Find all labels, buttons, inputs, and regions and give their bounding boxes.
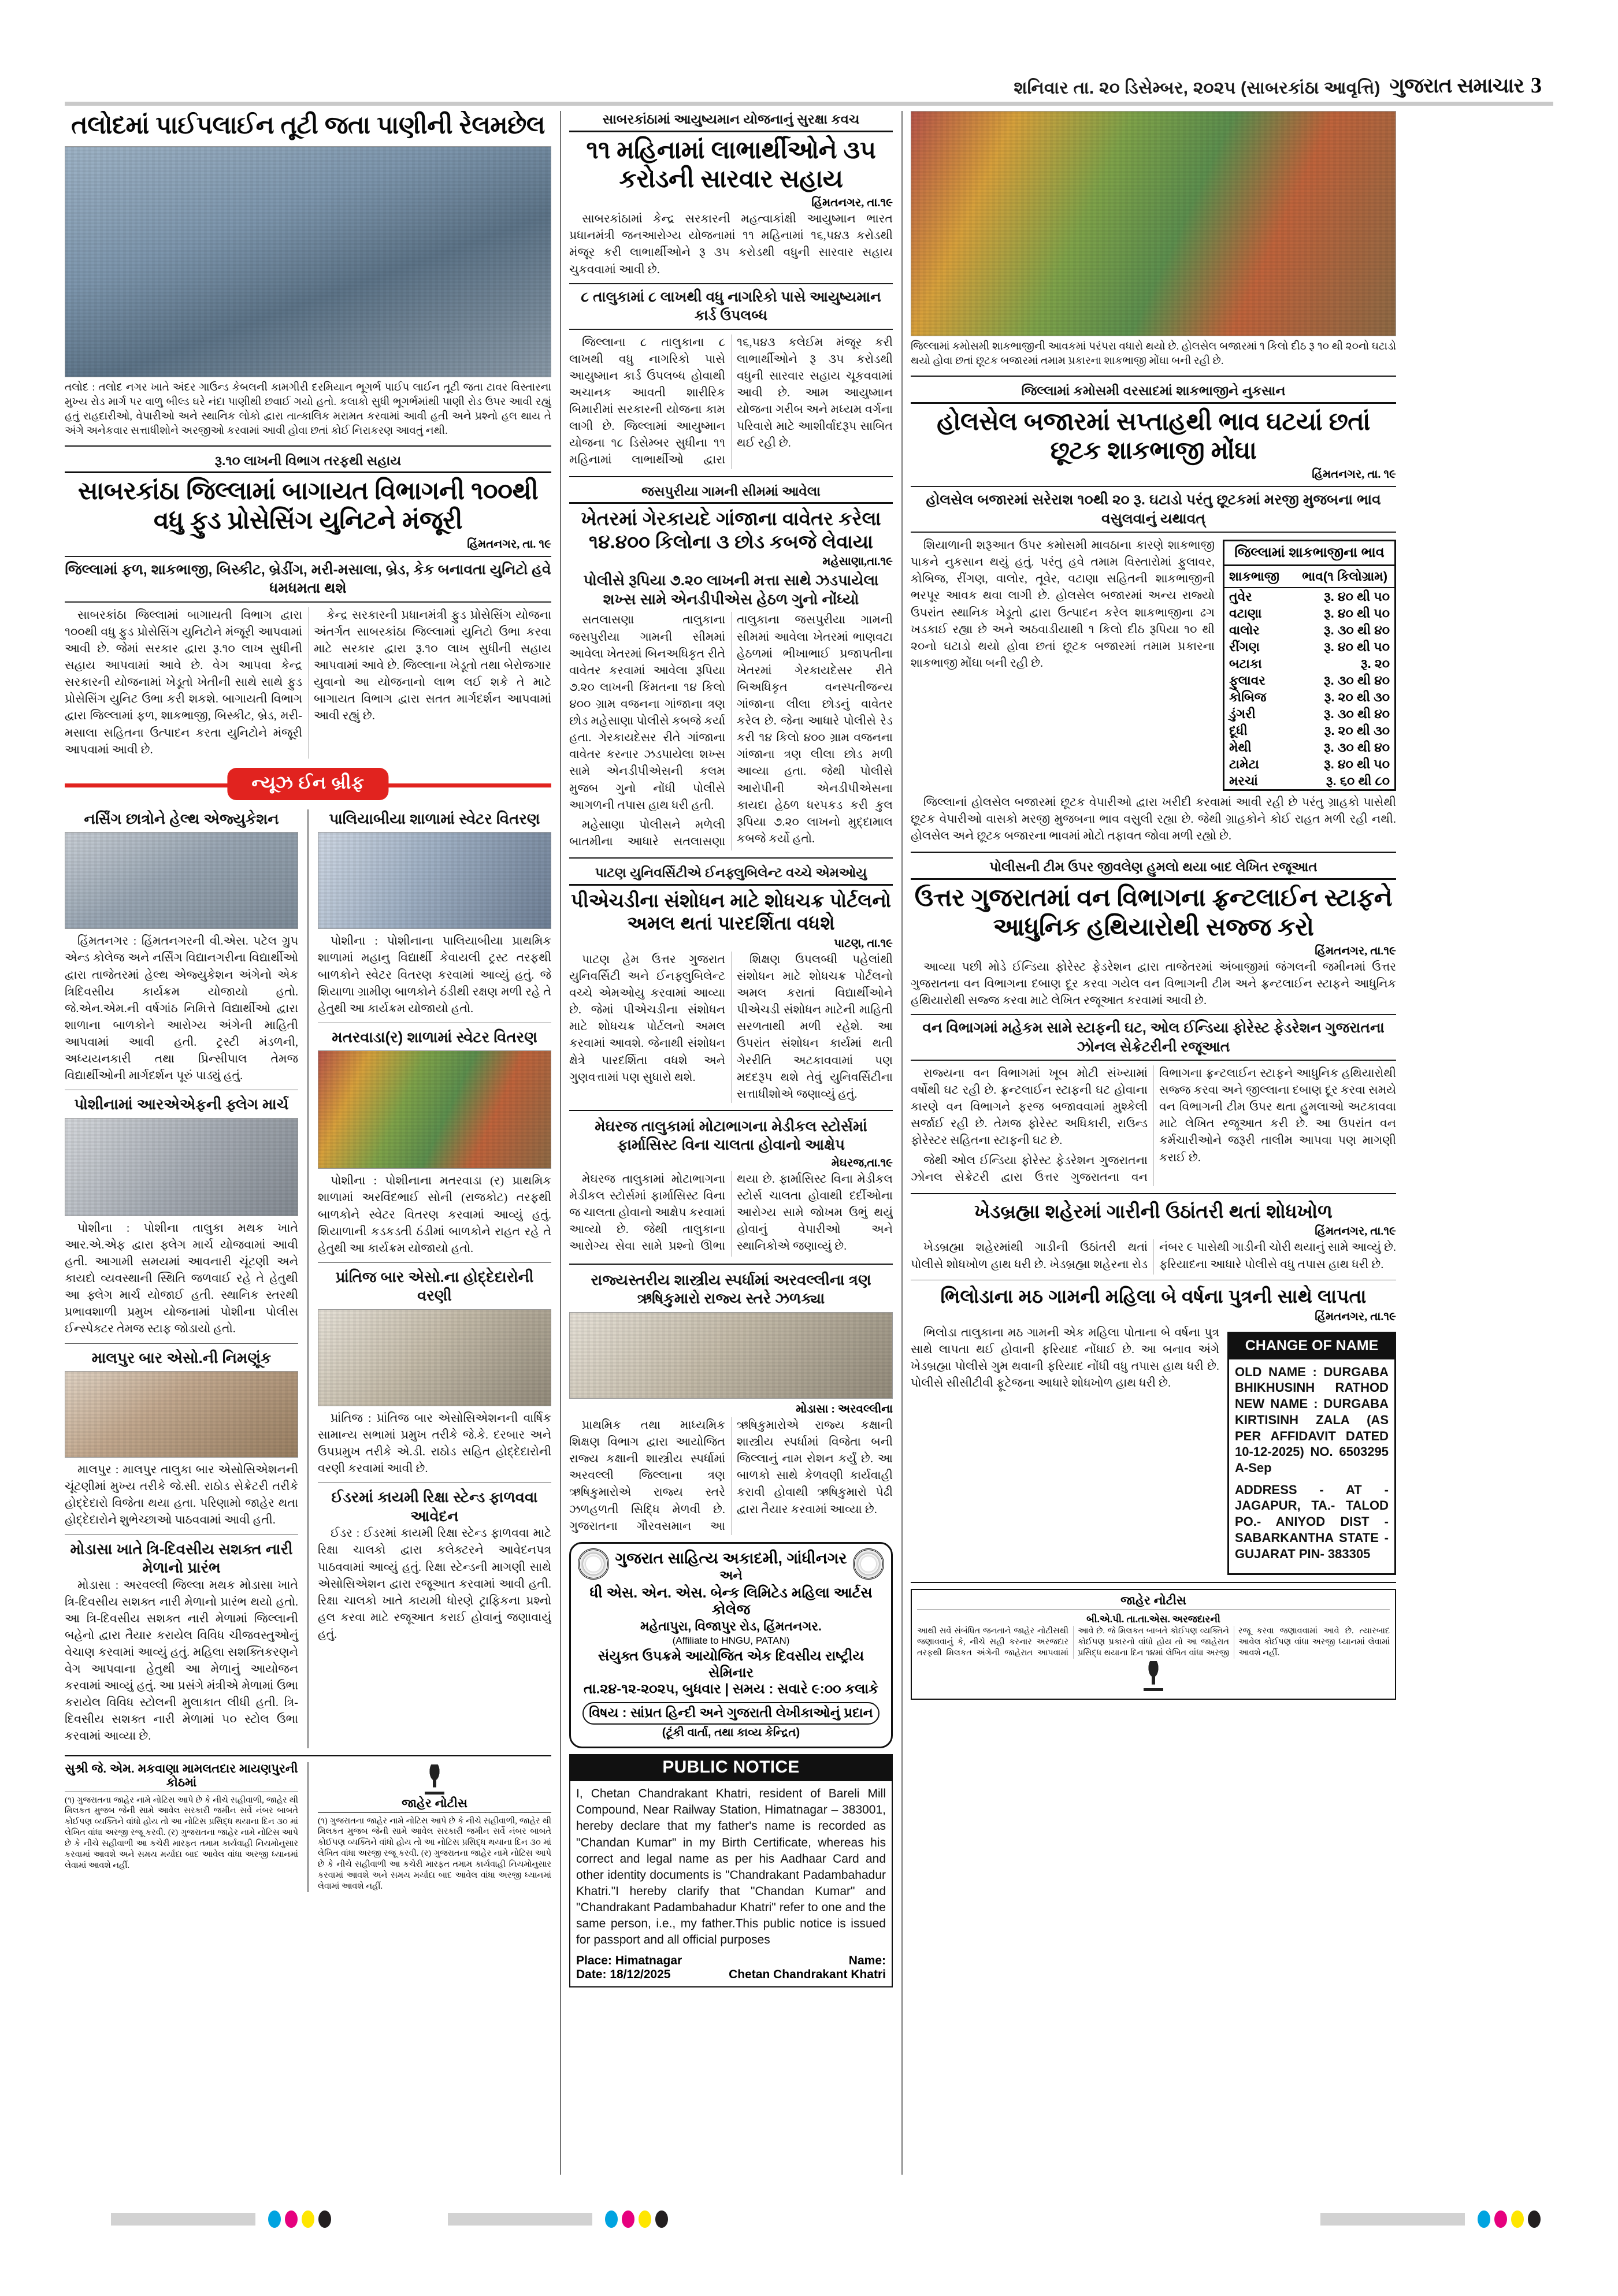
paragraph: જિલ્લાના ૮ તાલુકાના ૮ લાખથી વધુ નાગરિકો પાસે આયુષ્માન કાર્ડ ઉપલબ્ધ હોવાથી અચાનક આવતી શારીરિક બિમારીમાં સરકારની યોજના કામ લાગી છે. જિલ્લામાં આયુષ્માન યોજના ૧૮ ડિસેમ્બર સુધીના ૧૧ મહિનામાં લાભાર્થીઓ દ્વારા ૧૬,૫૪૩ કલેઈમ મંજૂર કરી લાભાર્થીઓને રૂ ૩૫ કરોડથી વધુની સારવાર સહાય ચૂકવવામાં આવી છે. આમ આયુષ્માન યોજના ગરીબ અને મધ્યમ વર્ગના પરિવારો માટે આશીર્વાદરૂપ સાબિત થઈ રહી છે.	[569, 336, 893, 467]
price-table-row	[1224, 655, 1394, 672]
notice-place: Place: Himatnagar	[576, 1954, 682, 1968]
change-of-name-address: ADDRESS - AT - JAGAPUR, TA.- TALOD PO.- ANIYOD DIST - SABARKANTHA STATE - GUJARAT PIN- 383305	[1235, 1482, 1389, 1561]
brief-title: મતરવાડા(ર) શાળામાં સ્વેટર વિતરણ	[332, 1028, 537, 1046]
right-story1-headline: હોલસેલ બજારમાં સપ્તાહથી ભાવ ઘટયાં છતાં છૂટક શાકભાજી મોંઘા	[937, 407, 1370, 465]
center-story2-body	[569, 612, 893, 850]
grey-tone-patch	[448, 2213, 592, 2226]
center-column	[569, 111, 893, 2175]
legal-notice-left	[65, 1762, 298, 1892]
briefs-col-left	[65, 809, 298, 1748]
price-item-value: રૂ. ૩૦ થી ૪૦	[1323, 622, 1390, 637]
right-story2-body	[911, 1065, 1396, 1186]
price-table-row	[1224, 672, 1394, 689]
cmyk-dots-group	[605, 2210, 668, 2228]
price-item-value: રૂ. ૪૦ થી ૫૦	[1324, 639, 1390, 654]
price-table-row	[1224, 756, 1394, 772]
price-table-row	[1224, 705, 1394, 722]
paragraph: પોશીના : પોશીના તાલુકા મથક ખાતે આર.એ.એફ દ્વારા ફ્લેગ માર્ચ યોજવામાં આવી હતી. આગામી સમયમાં આવનારી ચૂંટણી અને કાયદો વ્યવસ્થાની સ્થિતિ જળવાઈ રહે તે હેતુથી આ ફ્લેગ માર્ચ યોજાઈ હતી. સ્થાનિક સ્તરથી પ્રભાવશાળી પ્રમુખ યોજનામાં પોશીના પોલીસ ઈન્સ્પેક્ટર તેમજ સ્ટાફ જોડાયો હતો.	[65, 1221, 298, 1336]
price-item-name: ડુંગરી	[1229, 706, 1256, 721]
change-of-name-title: CHANGE OF NAME	[1229, 1333, 1394, 1359]
right-story2-lead	[911, 959, 1396, 1009]
price-item-name: રીંગણ	[1229, 639, 1260, 654]
left-story2-body	[65, 607, 551, 759]
brief-divider	[307, 809, 309, 1748]
left-story2-dateline: હિંમતનગર, તા. ૧૯	[467, 537, 551, 551]
ad-datetime: તા.૨૪-૧૨-૨૦૨૫, બુધવાર | સમય : સવારે ૯:૦૦ કલાકે	[583, 1681, 879, 1697]
column-header-price: ભાવ(૧ કિલોગ્રામ)	[1302, 569, 1388, 584]
center-story1-deck: ૮ તાલુકામાં ૮ લાખથી વધુ નાગરિકો પાસે આયુષ્યમાન કાર્ડ ઉપલબ્ધ	[569, 283, 893, 330]
brief-text	[65, 1462, 298, 1529]
notice-subtitle: બી.એ.પી. તા.તા.એસ. અરજદારની	[1086, 1614, 1220, 1625]
brief-title: મોડાસા ખાતે ત્રિ-દિવસીય સશક્ત નારી મેળાનો પ્રારંભ	[70, 1540, 293, 1576]
photo-prantij-bar-assoc	[318, 1309, 551, 1406]
header-rule	[65, 102, 1553, 106]
paragraph: ઈડર : ઈડરમાં કાયમી રિક્ષા સ્ટેન્ડ ફાળવવા માટે રિક્ષા ચાલકો દ્વારા કલેક્ટરને આવેદનપત્ર પાઠવવામાં આવ્યું હતું. રિક્ષા સ્ટેન્ડની માગણી સાથે એસોસિએશન દ્વારા રજૂઆત કરવામાં આવી હતી. રિક્ષા ચાલકો ખાતે કાયમી ધોરણે ટ્રાફિકના પ્રશ્નો હલ કરવા માટે રજૂઆત કરાઈ હોવાનું જણાવાયું હતું.	[318, 1527, 551, 1641]
price-item-value: રૂ. ૪૦ થી ૫૦	[1324, 605, 1390, 621]
price-table-title: જિલ્લામાં શાકભાજીના ભાવ	[1224, 541, 1394, 566]
right-story1-dateline: હિંમતનગર, તા. ૧૯	[1312, 468, 1396, 481]
center-story2-dateline: મહેસાણા,તા.૧૯	[822, 555, 893, 569]
photo-nursing-students	[65, 832, 298, 929]
notice-divider	[307, 1762, 309, 1892]
cmyk-dot	[605, 2210, 618, 2228]
paragraph: પ્રાથમિક તથા માધ્યમિક શિક્ષણ વિભાગ દ્વારા આયોજિત રાજ્ય કક્ષાની શાસ્ત્રીય સ્પર્ધામાં અરવલ્લી જિલ્લાના ત્રણ ઋષિકુમારોએ રાજ્ય સ્તરે ઝળહળતી સિદ્ધિ મેળવી છે. ગુજરાતના ગૌરવસમાન આ ઋષિકુમારોએ રાજ્ય કક્ષાની શાસ્ત્રીય સ્પર્ધામાં વિજેતા બની જિલ્લાનું નામ રોશન કર્યું છે. આ બાળકો સાથે કેળવણી કાર્યવાહી કરાવી હોવાથી ઋષિકુમારો પેઢી દ્વારા તૈયાર કરવામાં આવ્યા છે.	[569, 1418, 893, 1533]
paragraph: કેન્દ્ર સરકારની પ્રધાનમંત્રી ફુડ પ્રોસેસિંગ યોજના અંતર્ગત સાબરકાંઠા જિલ્લામાં યુનિટો ઉભા કરવા માટે સરકાર દ્વારા રૂ.૧૦ લાખ સુધીની સહાય આપવામાં આવે છે. જિલ્લાના ખેડૂતો તથા બેરોજગાર યુવાનો આ યોજનાનો લાભ લઈ શકે તે માટે બાગાયત વિભાગ દ્વારા સતત માર્ગદર્શન આપવામાં આવી રહ્યું છે.	[314, 608, 551, 723]
price-table-row	[1224, 689, 1394, 705]
center-story2-kicker: જસપુરીયા ગામની સીમમાં આવેલા	[569, 483, 893, 504]
cmyk-dot	[1511, 2210, 1524, 2228]
cmyk-dot	[1528, 2210, 1541, 2228]
price-item-name: કોબિજ	[1229, 689, 1267, 704]
price-item-value: રૂ. ૩૦ થી ૪૦	[1323, 673, 1390, 688]
right-story1-deck: હોલસેલ બજારમાં સરેરાશ ૧૦થી ૨૦ રૂ. ઘટાડો પરંતુ છૂટકમાં મરજી મુજબના ભાવ વસુલવાનું યથાવત્	[911, 486, 1396, 533]
paragraph: પોશીના : પોશીનાના પાલિયાબીયા પ્રાથમિક શાળામાં મહાનુ વિદ્યાર્થી કેવાયલી ટ્રસ્ટ તરફથી બાળકોને સ્વેટર વિતરણ કરવામાં આવ્યું હતું. જે શિયાળા ગ્રામીણ બાળકોને ઠંડીથી રક્ષણ મળી રહે તે હેતુથી આ કાર્યક્રમ યોજાયો હતો.	[318, 935, 551, 1015]
public-notice-signature	[570, 1953, 892, 1986]
center-story3-headline: પીએચડીના સંશોધન માટે શોધચક્ર પોર્ટલનો અમલ થતાં પારદર્શિતા વધશે	[570, 889, 892, 934]
right-story2-headline: ઉત્તર ગુજરાતમાં વન વિભાગના ફ્રન્ટલાઈન સ્ટાફને આધુનિક હથિયારોથી સજ્જ કરો	[914, 884, 1393, 941]
center-story4-dateline: મેઘરજ,તા.૧૯	[831, 1156, 893, 1169]
notice-text: (૧) ગુજરાતના જાહેર નામે નોટિસ આપે છે કે નીચે સહીવાળી, જાહેર થી મિલકત મુજબ જેની સામે આવેલ સરકારી જમીન સર્વે નંબર બાબતે કોઈપણ વ્યક્તિને વાંધો હોય તો આ નોટિસ પ્રસિદ્ધ થયાના દિન ૩૦ માં લેખિત વાંધા અરજી રજૂ કરવી. (ર) ગુજરાતના જાહેર નામે નોટિસ આપે છે કે નીચે સહીવાળી આ કચેરી મારફત તમામ કાર્યવાહી નિયમોનુસાર કરવામાં આવશે અને સમય મર્યાદા બાદ આવેલ વાંધા અરજી ધ્યાનમાં લેવામાં આવશે નહીં.	[65, 1795, 298, 1870]
center-story4-kicker: મેઘરજ તાલુકામાં મોટાભાગના મેડીકલ સ્ટોર્સમાં ફાર્માસિસ્ટ વિના ચાલતા હોવાનો આક્ષેપ	[595, 1117, 867, 1154]
paragraph: માલપુર : માલપુર તાલુકા બાર એસોસિએશનની ચૂંટણીમાં મુખ્ય તરીકે જે.સી. રાઠોડ સેક્રેટરી તરીકે હોદ્દેદારો વિજેતા થયા હતા. પરિણામો જાહેર થતા હોદ્દેદારોને શુભેચ્છાઓ પાઠવવામાં આવી હતી.	[65, 1463, 298, 1527]
photo-matarvada-sweater	[318, 1050, 551, 1169]
column-divider-1	[560, 111, 561, 2175]
price-item-value: રૂ. ૩૦ થી ૪૦	[1323, 706, 1390, 721]
price-item-name: મરચાં	[1229, 773, 1258, 788]
change-of-name-box	[1227, 1332, 1396, 1576]
public-notice-box	[569, 1754, 893, 1987]
notice-title: જાહેર નોટીસ	[318, 1797, 551, 1813]
brief-text	[65, 933, 298, 1084]
cmyk-dot	[655, 2210, 668, 2228]
price-table-row	[1224, 588, 1394, 605]
right-story1-body3	[911, 794, 1396, 845]
ad-line-1: ગુજરાત સાહિત્ય અકાદમી, ગાંધીનગર	[615, 1549, 847, 1567]
brief-text	[318, 1525, 551, 1643]
price-item-value: રૂ. ૩૦ થી ૪૦	[1323, 740, 1390, 755]
price-item-name: તુવેર	[1229, 589, 1252, 604]
column-divider-2	[901, 111, 903, 2175]
paragraph: સાબરકાંઠા જિલ્લામાં બાગાયતી વિભાગ દ્વારા ૧૦૦થી વધુ ફુડ પ્રોસેસિંગ યુનિટોને મંજૂરી આપવામાં આવી છે. જેમાં સરકાર દ્વારા રૂ.૧૦ લાખ સુધીની સહાય આપવામાં આવે છે. વેગ આપવા કેન્દ્ર સરકારની યોજનામાં ખેડૂતો ખેતીની સાથે સાથે ફુડ પ્રોસેસિંગ યુનિટ ઉભા કરી શકશે. બાગાયતી વિભાગ દ્વારા જિલ્લામાં ફળ, શાકભાજી, બિસ્કીટ, બ્રેડ, મરી-મસાલા સહિતના ઉત્પાદન કરતા યુનિટોને મંજૂરી આપવામાં આવી છે.	[65, 608, 302, 756]
right-story3-dateline: હિંમતનગર, તા.૧૯	[1315, 1225, 1396, 1238]
right-story4-headline: ભિલોડાના મઠ ગામની મહિલા બે વર્ષના પુત્રની સાથે લાપતા	[940, 1286, 1367, 1307]
seminar-advertisement	[569, 1542, 893, 1748]
paragraph: રાજ્યના વન વિભાગમાં ખૂબ મોટી સંખ્યામાં વર્ષોથી ઘટ રહી છે. ફ્રન્ટલાઈન સ્ટાફની ઘટ હોવાના કારણે વન વિભાગને ફરજ બજાવવામાં મુશ્કેલી સર્જાઈ રહી છે. તેમજ ફોરેસ્ટ અધિકારી, રાઉન્ડ ફોરેસ્ટર સહિતના સ્ટાફની ઘટ છે.	[911, 1067, 1148, 1147]
column-header-item: શાકભાજી	[1229, 569, 1279, 584]
ad-line-3: ધી એસ. એન. એસ. બેન્ક લિમિટેડ મહિલા આર્ટસ કોલેજ	[589, 1584, 873, 1618]
price-item-value: રૂ. ૪૦ થી ૫૦	[1324, 756, 1390, 771]
price-table-row	[1224, 739, 1394, 756]
price-table-row	[1224, 722, 1394, 739]
center-story3-dateline: પાટણ, તા.૧૯	[834, 937, 893, 950]
center-story5-body	[569, 1417, 893, 1535]
left-story1-caption: તલોદ : તલોદ નગર ખાતે અંદર ગાઉન્ડ કેબલની કામગીરી દરમિયાન ભૂગર્ભ પાઈપ લાઈન તૂટી જતા ટાવર વિસ્તારના મુખ્ય રોડ માર્ગ પર વાળુ બીલ્ડ ઘરે નંદા પાણીથી છવાઈ ગયો હતો. કલાકો સુધી ભૂગર્ભમાંથી પાણી રોડ ઉપર આવી રહ્યું હતું રાહદારીઓ, વેપારીઓ અને સ્થાનિક લોકો દ્વારા તાત્કાલિક મરામત કરવામાં આવી હતી અને પ્રશ્નો હલ થાય તે અંગે અનેકવાર સત્તાધીશોને અરજીઓ કરવામાં આવી હોવા છતાં કોઈ નિરાકરણ આવતું નથી.	[65, 381, 551, 437]
brief-title: નર્સિંગ છાત્રોને હેલ્થ એજ્યુકેશન	[84, 809, 279, 827]
ad-line-2: અને	[719, 1567, 743, 1582]
brief-text	[318, 933, 551, 1017]
public-notice-title: PUBLIC NOTICE	[570, 1755, 892, 1781]
center-story1-body2	[569, 335, 893, 469]
grey-tone-patch	[111, 2213, 255, 2226]
ad-line-6: સંયુક્ત ઉપક્રમે આયોજિત એક દિવસીય રાષ્ટ્રીય સેમિનાર	[598, 1648, 864, 1681]
left-story1-headline: તલોદમાં પાઈપલાઈન તૂટી જતા પાણીની રેલમછેલ	[71, 112, 545, 139]
cmyk-dots-group	[268, 2210, 331, 2228]
public-notice-body: I, Chetan Chandrakant Khatri, resident of Bareli Mill Compound, Near Railway Station, Himatnagar – 383001, hereby declare that my father's name is recorded as "Chandan Kumar" in my Birth Certificate, whereas his correct and legal name as per his Aadhaar Card and other identity documents is "Chandrakant Padambahadur Khatri."I hereby clarify that "Chandan Kumar" and "Chandrakant Padambahadur Khatri" refer to one and the same person, i.e., my father.This public notice is issued for passport and all official purposes	[576, 1787, 886, 1947]
content-grid	[65, 111, 1553, 2175]
center-story1-headline: ૧૧ મહિનામાં લાભાર્થીઓને ૩૫ કરોડની સારવાર સહાય	[586, 136, 876, 194]
right-story3-headline: ખેડબ્રહ્મા શહેરમાં ગારીની ઉઠાંતરી થતાં શોધખોળ	[974, 1200, 1333, 1222]
center-story1-kicker: સાબરકાંઠામાં આયુષ્યમાન યોજનાનું સુરક્ષા કવચ	[569, 111, 893, 132]
photo-malpur-bar-assoc	[65, 1371, 298, 1458]
cmyk-dots-group	[1478, 2210, 1541, 2228]
price-item-value: રૂ. ૬૦ થી ૮૦	[1326, 773, 1390, 788]
color-registration-bar	[65, 2210, 1553, 2228]
government-emblem-icon	[1140, 1661, 1167, 1692]
left-story2-headline: સાબરકાંઠા જિલ્લામાં બાગાયત વિભાગની ૧૦૦થી વધુ ફુડ પ્રોસેસિંગ યુનિટને મંજૂરી	[77, 477, 539, 535]
paragraph: મહેસાણા પોલીસને મળેલી બાતમીના આધારે સતલાસણા તાલુકાના જસપુરીયા ગામની સીમમાં આવેલા ખેતરમાં ભાણવટા હેઠળમાં ભીખાભાઈ પ્રજાપતીના ખેતરમાં ગેરકાયદેસર રીતે બિઅધિકૃત વનસ્પતીજન્ય ગાંજાના લીલા છોડનું વાવેતર કરેલ છે. જેના આધારે પોલીસે રેડ કરી ૧૪ કિલો ૪૦૦ ગ્રામ વજનના ગાંજાના ત્રણ લીલા છોડ મળી આવ્યા હતા. જેથી પોલીસે આરોપીની એનડીપીએસના કાયદા હેઠળ ધરપકડ કરી કુલ રૂપિયા ૭.૨૦ લાખનો મુદ્દામાલ કબજે કર્યો હતો.	[569, 614, 893, 848]
cmyk-dot	[1478, 2210, 1490, 2228]
cmyk-dot	[302, 2210, 314, 2228]
notice-text: (૧) ગુજરાતના જાહેર નામે નોટિસ આપે છે કે નીચે સહીવાળી, જાહેર થી મિલકત મુજબ જેની સામે આવેલ સરકારી જમીન સર્વે નંબર બાબતે કોઈપણ વ્યક્તિને વાંધો હોય તો આ નોટિસ પ્રસિદ્ધ થયાના દિન ૩૦ માં લેખિત વાંધા અરજી રજૂ કરવી. (ર) ગુજરાતના જાહેર નામે નોટિસ આપે છે કે નીચે સહીવાળી આ કચેરી મારફત તમામ કાર્યવાહી નિયમોનુસાર કરવામાં આવશે અને સમય મર્યાદા બાદ આવેલ વાંધા અરજી ધ્યાનમાં લેવામાં આવશે નહીં.	[318, 1816, 551, 1891]
right-column	[911, 111, 1396, 2175]
right-story1-kicker: જિલ્લામાં કમોસમી વરસાદમાં શાકભાજીને નુકસાન	[911, 382, 1396, 404]
paragraph: પાટણ હેમ ઉત્તર ગુજરાત યુનિવર્સિટી અને ઈનફ્લુબિલેન્ટ વચ્ચે એમઓયુ કરવામાં આવ્યા છે. જેમાં પીએચડીના સંશોધન માટે શોધચક્ર પોર્ટલનો અમલ કરવામાં આવશે. જેનાથી સંશોધન ક્ષેત્રે પારદર્શિતા વધશે અને ગુણવત્તામાં પણ સુધારો થશે.	[569, 953, 725, 1084]
center-story2-headline: ખેતરમાં ગેરકાયદે ગાંજાના વાવેતર કરેલા ૧૪.૪૦૦ કિલોના ૩ છોડ કબજે લેવાયા	[581, 508, 881, 552]
cmyk-dot	[318, 2210, 331, 2228]
price-table-row	[1224, 605, 1394, 622]
center-story2-subdeck: પોલીસે રૂપિયા ૭.૨૦ લાખની મત્તા સાથે ઝડપાયેલા શખ્સ સામે એનડીપીએસ હેઠળ ગુનો નોંધ્યો	[583, 571, 879, 608]
masthead-date: શનિવાર તા. ૨૦ ડિસેમ્બર, ૨૦૨૫ (સાબરકાંઠા આવૃત્તિ)	[1014, 79, 1381, 98]
price-item-name: વાલોર	[1229, 622, 1260, 637]
paragraph: ભિલોડા તાલુકાના મઠ ગામની એક મહિલા પોતાના બે વર્ષના પુત્ર સાથે લાપતા થઈ હોવાની ફરિયાદ નોંધાઈ છે. આ બનાવ અંગે ખેડબ્રહ્મા પોલીસે ગુમ થવાની ફરિયાદ નોંધી વધુ તપાસ હાથ ધરી છે. પોલીસે સીસીટીવી ફૂટેજના આધારે શોધખોળ હાથ ધરી છે.	[911, 1326, 1219, 1390]
change-of-name-line: OLD NAME : DURGABA BHIKHUSINH RATHOD NEW NAME : DURGABA KIRTISINH ZALA (AS PER AFFIDAVIT DATED 10-12-2025) NO. 6503295 A-Sep	[1235, 1364, 1389, 1476]
paragraph: જેથી ઓલ ઈન્ડિયા ફોરેસ્ટ ફેડરેશન ગુજરાતના ઝોનલ સેક્રેટરી દ્વારા ઉત્તર ગુજરાતના વન વિભાગના ફ્રન્ટલાઈન સ્ટાફને આધુનિક હથિયારોથી સજ્જ કરવા અને જીલ્લાના દબાણ દૂર કરવા સમયે વન વિભાગની ટીમ ઉપર થતા હુમલાઓ અટકાવવા માટે લેખિત રજૂઆત કરી છે. આ ઉપરાંત વન કર્મચારીઓને જરૂરી તાલીમ આપવા પણ માગણી કરાઈ છે.	[911, 1067, 1396, 1184]
left-column	[65, 111, 551, 2175]
change-of-name-body	[1229, 1359, 1394, 1574]
paragraph: મોડાસા : અરવલ્લી જિલ્લા મથક મોડાસા ખાતે ત્રિ-દિવસીય સશક્ત નારી મેળાનો પ્રારંભ થયો હતો. આ ત્રિ-દિવસીય સશક્ત નારી મેળામાં જિલ્લાની બહેનો દ્વારા તૈયાર કરાયેલ વિવિધ ચીજવસ્તુઓનું વેચાણ કરવામાં આવ્યું હતું. મહિલા સશક્તિકરણને વેગ આપવાના હેતુથી આ મેળાનું આયોજન કરવામાં આવ્યું હતું. આ પ્રસંગે મંત્રીએ મેળામાં ઉભા કરાયેલ વિવિધ સ્ટોલની મુલાકાત લીધી હતી. ત્રિ-દિવસીય સશક્ત નારી મેળામાં ૫૦ સ્ટોલ ઉભા કરવામાં આવ્યા છે.	[65, 1578, 298, 1743]
brief-title: માલપુર બાર એસો.ની નિમણૂંક	[91, 1348, 272, 1366]
price-item-value: રૂ. ૨૦ થી ૩૦	[1324, 689, 1390, 704]
page-number: 3	[1531, 73, 1542, 98]
price-table-header	[1224, 566, 1394, 588]
masthead	[0, 62, 1618, 98]
paragraph: શિયાળાની શરૂઆત ઉપર કમોસમી માવઠાના કારણે શાકભાજી પાકને નુકસાન થયું હતું. પરંતુ હવે તમામ વિસ્તારોમાં ફુલાવર, કોબિજ, રીંગણ, વાલોર, તૂવેર, વટાણા સહિતની શાકભાજીની ભરપૂર આવક થવા લાગી છે. હોલસેલ બજારમાં અન્ય રાજ્યો ઉપરાંત સ્થાનિક ખેડૂતો દ્વારા ઉત્પાદન કરેલ શાકભાજીના ઢગ ખડકાઈ રહ્યા છે અને અઠવાડીયાથી ૧ કિલો દીઠ રૂપિયા ૧૦ થી ૨૦નો ઘટાડો થયો હોવા છતાં છૂટક બજારમાં તમામ પ્રકારના શાકભાજી મોંઘા બની રહી છે.	[911, 539, 1215, 670]
price-table-row	[1224, 622, 1394, 638]
center-story1-body	[569, 211, 893, 278]
right-photo-caption: જિલ્લામાં કમોસમી શાકભાજીની આવકમાં પરંપરા વધારો થયો છે. હોલસેલ બજારમાં ૧ કિલો દીઠ રૂ ૧૦ થી ૨૦નો ઘટાડો થયો હોવા છતાં છૂટક બજારમાં તમામ પ્રકારના શાકભાજી મોંઘા બની રહી છે.	[911, 341, 1396, 367]
paragraph: હિંમતનગર : હિંમતનગરની વી.એસ. પટેલ ગ્રુપ એન્ડ કોલેજ અને નર્સિંગ વિદ્યાનગરીના વિદ્યાર્થીઓ દ્વારા તાજેતરમાં હેલ્થ એજ્યુકેશન અંગેનો એક ત્રિદિવસીય કાર્યક્રમ યોજાયો હતો. જે.એન.એમ.ની વર્ષગાંઠ નિમિત્તે વિદ્યાર્થીઓ દ્વારા શાળાના બાળકોને આરોગ્ય અંગેની માહિતી આપવામાં આવી હતી. ટ્રસ્ટી મંડળની, અધ્યયનકારી તથા પ્રિન્સીપાલ તેમજ વિદ્યાર્થીઓની માર્ગદર્શન પૂરું પાડ્યું હતું.	[65, 935, 298, 1083]
akademi-seal-icon	[578, 1548, 609, 1580]
ad-topic: વિષય : સાંપ્રત હિન્દી અને ગુજરાતી લેખીકાઓનું પ્રદાન	[582, 1702, 879, 1725]
right-story4-body	[911, 1325, 1219, 1576]
price-item-name: ટામેટા	[1229, 756, 1259, 771]
cmyk-dot	[1494, 2210, 1507, 2228]
paragraph: પ્રાંતિજ : પ્રાંતિજ બાર એસોસિએશનની વાર્ષિક સામાન્ય સભામાં પ્રમુખ તરીકે જે.કે. દરબાર અને ઉપપ્રમુખ તરીકે એ.ડી. રાઠોડ સહિત હોદ્દેદારોની વરણી કરવામાં આવી છે.	[318, 1411, 551, 1476]
brief-text	[318, 1410, 551, 1477]
notice-title: જાહેર નોટીસ	[917, 1594, 1390, 1610]
right-story3-body	[911, 1239, 1396, 1275]
brief-title: ઈડરમાં કાયમી રિક્ષા સ્ટેન્ડ ફાળવવા આવેદન	[331, 1488, 538, 1525]
right-story2-dateline: હિંમતનગર, તા.૧૯	[1315, 944, 1396, 957]
right-story2-kicker: પોલીસની ટીમ ઉપર જીવલેણ હુમલો થયા બાદ લેખિત રજૂઆત	[911, 859, 1396, 880]
ribbon-label: ન્યૂઝ ઈન બ્રીફ	[227, 768, 388, 800]
cmyk-dot	[622, 2210, 634, 2228]
legal-notice-right	[318, 1762, 551, 1892]
price-item-value: રૂ. ૨૦	[1360, 656, 1390, 671]
briefs-col-right	[318, 809, 551, 1748]
notice-title: સુશ્રી જે. એમ. મકવાણા મામલતદાર માયણપુરની કોઠમાં	[65, 1762, 298, 1792]
brief-title: પ્રાંતિજ બાર એસો.ના હોદ્દેદારોની વરણી	[335, 1268, 534, 1305]
right-story1-body	[911, 537, 1215, 791]
center-story3-body	[569, 952, 893, 1103]
notice-text: આથી સર્વે સંબંધિત જનતાને જાહેર નોટીસથી જણાવવાનું કે, નીચે સહી કરનાર અરજદાર તરફથી મિલકત અંગેની જાહેરાત આપવામાં આવે છે. જે મિલકત બાબતે કોઈપણ વ્યક્તિને કોઈપણ પ્રકારનો વાંધો હોય તો આ જાહેરાત પ્રસિદ્ધ થયાના દિન ૧૪માં લેખિત વાંધા અરજી રજૂ કરવા જણાવવામાં આવે છે. ત્યારબાદ આવેલ કોઈપણ વાંધા અરજી ધ્યાનમાં લેવામાં આવશે નહીં.	[917, 1626, 1390, 1658]
left-story2-kicker: રૂ.૧૦ લાખની વિભાગ તરફથી સહાય	[65, 452, 551, 474]
cmyk-dot	[268, 2210, 281, 2228]
paragraph: મેઘરજ તાલુકામાં મોટાભાગના મેડીકલ સ્ટોર્સમાં ફાર્માસિસ્ટ વિના જ ચાલતા હોવાનો આક્ષેપ કરવામાં આવ્યો છે. જેથી તાલુકાના આરોગ્ય સેવા સામે પ્રશ્નો ઊભા થયા છે. ફાર્માસિસ્ટ વિના મેડીકલ સ્ટોર્સ ચાલતા હોવાથી દર્દીઓના આરોગ્ય સામે જોખમ ઉભું થયું હોવાનું વેપારીઓ અને સ્થાનિકોએ જણાવ્યું છે.	[569, 1172, 893, 1253]
center-story4-body	[569, 1171, 893, 1257]
center-story1-dateline: હિંમતનગર, તા.૧૯	[811, 196, 893, 210]
paragraph: સાબરકાંઠામાં કેન્દ્ર સરકારની મહત્વાકાંક્ષી આયુષ્માન ભારત પ્રધાનમંત્રી જનઆરોગ્ય યોજનામાં ૧૧ મહિનામાં ૧૬,૫૪૩ કરોડથી મંજૂર કરી લાભાર્થીઓને રૂ ૩૫ કરોડથી વધુની સારવાર સહાય ચુકવવામાં આવી છે.	[569, 213, 893, 276]
ad-subtopic: (ટૂંકી વાર્તા, તથા કાવ્ય કેન્દ્રિત)	[662, 1726, 800, 1740]
grey-tone-patch	[1320, 2213, 1465, 2226]
center-story5-kicker: રાજ્યસ્તરીય શાસ્ત્રીય સ્પર્ધામાં અરવલ્લીના ત્રણ ઋષિકુમારો રાજ્ય સ્તરે ઝળક્યા	[591, 1270, 871, 1307]
price-item-name: ફુલાવર	[1229, 673, 1266, 688]
price-item-name: બટાકા	[1229, 656, 1262, 671]
notice-name-label: Name:	[848, 1954, 886, 1968]
left-story2-deck: જિલ્લામાં ફળ, શાકભાજી, બિસ્કીટ, બ્રેડીંગ, મરી-મસાલા, બ્રેડ, કેક બનાવતા યુનિટો હવે ધમધમતા થશે	[65, 556, 551, 603]
college-seal-icon	[853, 1548, 884, 1580]
photo-rishikumar-winners	[569, 1312, 893, 1399]
photo-raf-flag-march	[65, 1118, 298, 1216]
price-table-row	[1224, 638, 1394, 655]
brief-text	[318, 1173, 551, 1257]
vegetable-price-table	[1223, 540, 1396, 791]
price-item-value: રૂ. ૨૦ થી ૩૦	[1324, 723, 1390, 738]
photo-paliyabiya-sweater	[318, 832, 551, 929]
masthead-brand: ગુજરાત સમાચાર	[1389, 73, 1524, 97]
center-story5-dateline: મોડાસા : અરવલ્લીના	[796, 1402, 893, 1416]
price-item-value: રૂ. ૪૦ થી ૫૦	[1324, 589, 1390, 604]
ad-line-4: મહેતાપુરા, વિજાપુર રોડ, હિંમતનગર.	[640, 1618, 822, 1633]
brief-title: પોશીનામાં આરએએફની ફ્લેગ માર્ચ	[74, 1095, 289, 1113]
ad-affiliation: (Affiliate to HNGU, PATAN)	[672, 1634, 790, 1646]
paragraph: સતલાસણા તાલુકાના જસપુરીયા ગામની સીમમાં આવેલા ખેતરમાં બિનઅધિકૃત રીતે વાવેતર કરવામાં આવેલા રૂપિયા ૭.૨૦ લાખની કિંમતના ૧૪ કિલો ૪૦૦ ગ્રામ વજનના ગાંજાના ત્રણ છોડ મહેસાણા પોલીસે કબજે કર્યા હતા. ગેરકાયદેસર રીતે ગાંજાના વાવેતર કરનાર ઝડપાયેલા શખ્સ સામે એનડીપીએસની કલમ મુજબ ગુનો નોંધી પોલીસે આગળની તપાસ હાથ ધરી હતી.	[569, 614, 725, 812]
photo-waterlogging	[65, 146, 551, 377]
price-item-name: દૂધી	[1229, 723, 1248, 738]
cmyk-dot	[639, 2210, 651, 2228]
center-story3-kicker: પાટણ યુનિવર્સિટીએ ઈનફ્લુબિલેન્ટ વચ્ચે એમઓયુ	[569, 864, 893, 886]
notice-name-value: Chetan Chandrakant Khatri	[729, 1968, 886, 1982]
notice-date: Date: 18/12/2025	[576, 1968, 671, 1982]
right-story2-deck: વન વિભાગમાં મહેકમ સામે સ્ટાફની ઘટ, ઓલ ઈન્ડિયા ફોરેસ્ટ ફેડરેશન ગુજરાતના ઝોનલ સેક્રેટરીની રજૂઆત	[911, 1014, 1396, 1061]
price-table-rows	[1224, 588, 1394, 789]
price-item-name: મેથી	[1229, 740, 1252, 755]
photo-vegetable-market	[911, 111, 1396, 336]
brief-text	[65, 1577, 298, 1745]
paragraph: ખેડબ્રહ્મા શહેરમાંથી ગાડીની ઉઠાંતરી થતાં પોલીસે શોધખોળ હાથ ધરી છે. ખેડબ્રહ્મા શહેરના રોડ નંબર ૯ પાસેથી ગાડીની ચોરી થયાનું સામે આવ્યું છે. ફરિયાદના આધારે પોલીસે વધુ તપાસ હાથ ધરી છે.	[911, 1241, 1396, 1271]
paragraph: આવ્યા પછી મોડે ઈન્ડિયા ફોરેસ્ટ ફેડરેશન દ્વારા તાજેતરમાં અંબાજીમાં જંગલની જમીનમાં ઉત્તર ગુજરાતના વન વિભાગના દબાણ દૂર કરવા ગયેલ વન વિભાગની ટીમ અને ફ્રન્ટલાઈન સ્ટાફને આધુનિક હથિયારોથી સજ્જ કરવા માટે લેખિત રજૂઆત કરવામાં આવી છે.	[911, 960, 1396, 1007]
right-legal-notice	[911, 1589, 1396, 1700]
cmyk-dot	[285, 2210, 298, 2228]
right-story4-dateline: હિંમતનગર, તા.૧૯	[1315, 1310, 1396, 1323]
government-emblem-icon	[421, 1764, 448, 1796]
price-table-row	[1224, 772, 1394, 789]
brief-title: પાલિયાબીયા શાળામાં સ્વેટર વિતરણ	[329, 809, 540, 827]
paragraph: પોશીના : પોશીનાના મતરવાડા (ર) પ્રાથમિક શાળામાં અરવિંદભાઈ સોની (રાજકોટ) તરફથી બાળકોને સ્વેટર વિતરણ કરવામાં આવ્યું હતું. શિયાળાની કડકડતી ઠંડીમાં બાળકોને રાહત રહે તે હેતુથી આ કાર્યક્રમ યોજાયો હતો.	[318, 1175, 551, 1255]
price-item-name: વટાણા	[1229, 605, 1262, 621]
news-in-brief-ribbon	[65, 768, 551, 801]
paragraph: જિલ્લાનાં હોલસેલ બજારમાં છૂટક વેપારીઓ દ્વારા ખરીદી કરવામાં આવી રહી છે પરંતુ ગ્રાહકો પાસેથી છૂટક વેપારીઓ વાસકો મરજી મુજબના ભાવ વસુલી રહ્યા છે. જેથી ગ્રાહકોને કોઈ રાહત મળી રહી નથી. હોલસેલ અને છૂટક બજારના ભાવમાં મોટો તફાવત જોવા મળી રહ્યો છે.	[911, 796, 1396, 843]
brief-text	[65, 1220, 298, 1338]
paragraph: શિક્ષણ ઉપલબ્ધી પહેલાંથી સંશોધન માટે શોધચક્ર પોર્ટલનો અમલ કરાતાં વિદ્યાર્થીઓને પીએચડી સંશોધન માટેની માહિતી સરળતાથી મળી રહેશે. આ ઉપરાંત સંશોધન કાર્યમાં થતી ગેરરીતિ અટકાવવામાં પણ મદદરૂપ થશે તેવું યુનિવર્સિટીના સત્તાધીશોએ જણાવ્યું હતું.	[737, 953, 893, 1101]
